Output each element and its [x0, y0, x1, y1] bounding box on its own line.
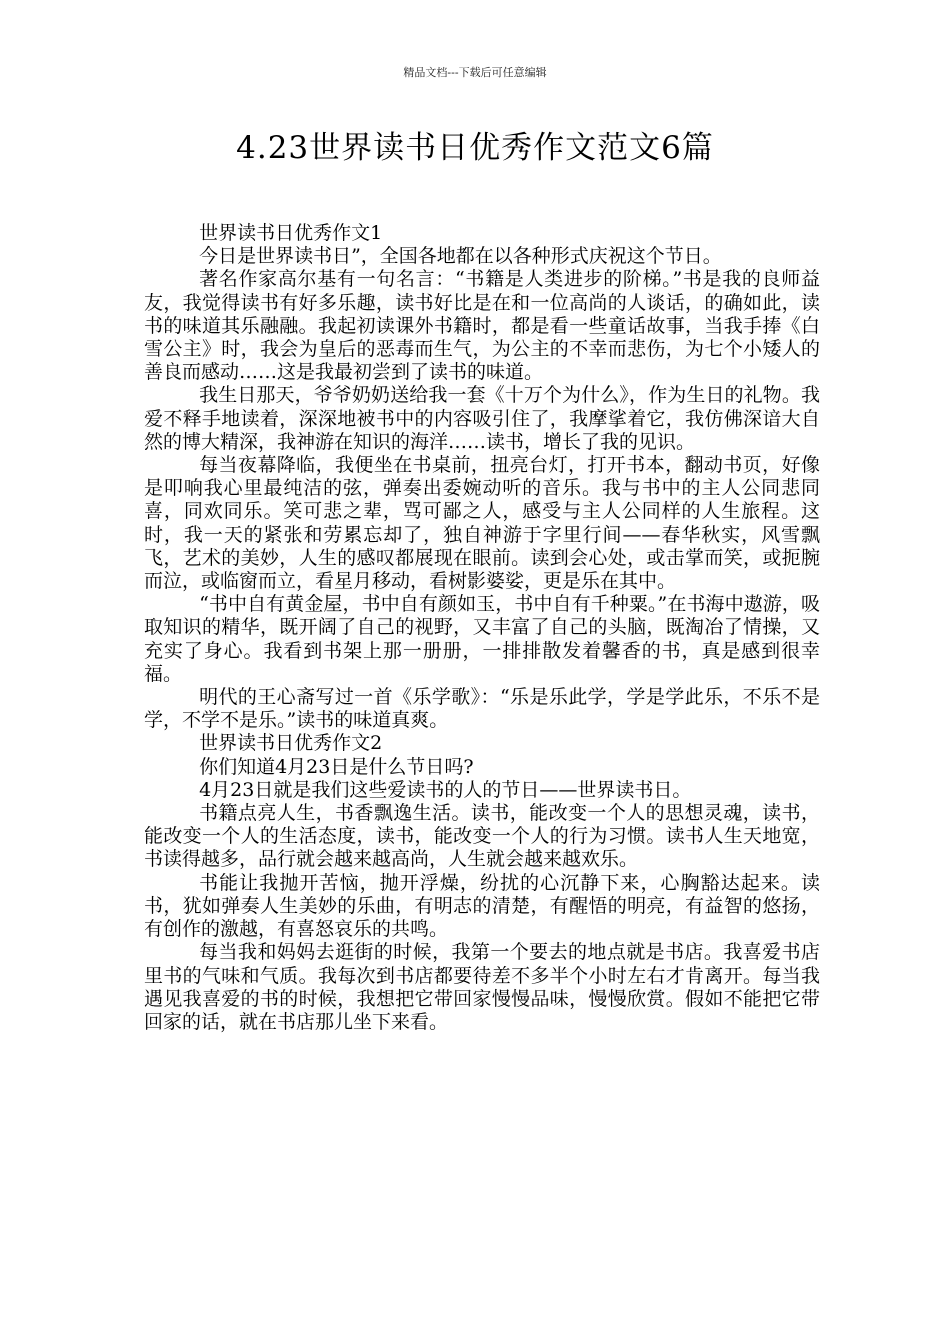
page-header: 精品文档---下载后可任意编辑 [403, 66, 547, 79]
document-body [144, 222, 820, 1034]
paragraph: 明代的王心斋写过一首《乐学歌》：“乐是乐此学，学是学此乐，不乐不是学，不学不是乐。”读书的味道真爽。 [144, 686, 820, 732]
document-title: 4.23世界读书日优秀作文范文6篇 [236, 130, 714, 166]
paragraph: 书籍点亮人生，书香飘逸生活。读书，能改变一个人的思想灵魂，读书，能改变一个人的生活态度，读书，能改变一个人的行为习惯。读书人生天地宽，书读得越多，品行就会越来越高尚，人生就会越来越欢乐。 [144, 802, 820, 871]
paragraph: 书能让我抛开苦恼，抛开浮燥，纷扰的心沉静下来，心胸豁达起来。读书，犹如弹奏人生美妙的乐曲，有明志的清楚，有醒悟的明亮，有益智的悠扬，有创作的激越，有喜怒哀乐的共鸣。 [144, 871, 820, 941]
paragraph: 著名作家高尔基有一句名言：“书籍是人类进步的阶梯。”书是我的良师益友，我觉得读书有好多乐趣，读书好比是在和一位高尚的人谈话，的确如此，读书的味道其乐融融。我起初读课外书籍时，都是看一些童话故事，当我手捧《白雪公主》时，我会为皇后的恶毒而生气，为公主的不幸而悲伤，为七个小矮人的善良而感动……这是我最初尝到了读书的味道。 [144, 268, 820, 384]
paragraph: 每当我和妈妈去逛街的时候，我第一个要去的地点就是书店。我喜爱书店里书的气味和气质。我每次到书店都要待差不多半个小时左右才肯离开。每当我遇见我喜爱的书的时候，我想把它带回家慢慢品味，慢慢欣赏。假如不能把它带回家的话，就在书店那儿坐下来看。 [144, 941, 820, 1033]
paragraph: “书中自有黄金屋，书中自有颜如玉，书中自有千种粟。”在书海中遨游，吸取知识的精华，既开阔了自己的视野，又丰富了自己的头脑，既淘冶了情操，又充实了身心。我看到书架上那一册册，一排排散发着馨香的书，真是感到很幸福。 [144, 593, 820, 685]
paragraph: 每当夜幕降临，我便坐在书桌前，扭亮台灯，打开书本，翻动书页，好像是叩响我心里最纯洁的弦，弹奏出委婉动听的音乐。我与书中的主人公同悲同喜，同欢同乐。笑可悲之辈，骂可鄙之人，感受与主人公同样的人生旅程。这时，我一天的紧张和劳累忘却了，独自神游于字里行间——春华秋实，风雪飘飞，艺术的美妙，人生的感叹都展现在眼前。读到会心处，或击掌而笑，或扼腕而泣，或临窗而立，看星月移动，看树影婆娑，更是乐在其中。 [144, 454, 820, 593]
paragraph: 我生日那天，爷爷奶奶送给我一套《十万个为什么》，作为生日的礼物。我爱不释手地读着，深深地被书中的内容吸引住了，我摩挲着它，我仿佛深谙大自然的博大精深，我神游在知识的海洋……读书，增长了我的见识。 [144, 384, 820, 453]
section-heading-1: 世界读书日优秀作文1 [199, 222, 383, 244]
paragraph: 你们知道4月23日是什么节日吗? [199, 755, 474, 778]
section-heading-2: 世界读书日优秀作文2 [199, 732, 383, 755]
paragraph: 4月23日就是我们这些爱读书的人的节日——世界读书日。 [199, 778, 692, 801]
paragraph: 今日是世界读书日”，全国各地都在以各种形式庆祝这个节日。 [199, 245, 722, 268]
